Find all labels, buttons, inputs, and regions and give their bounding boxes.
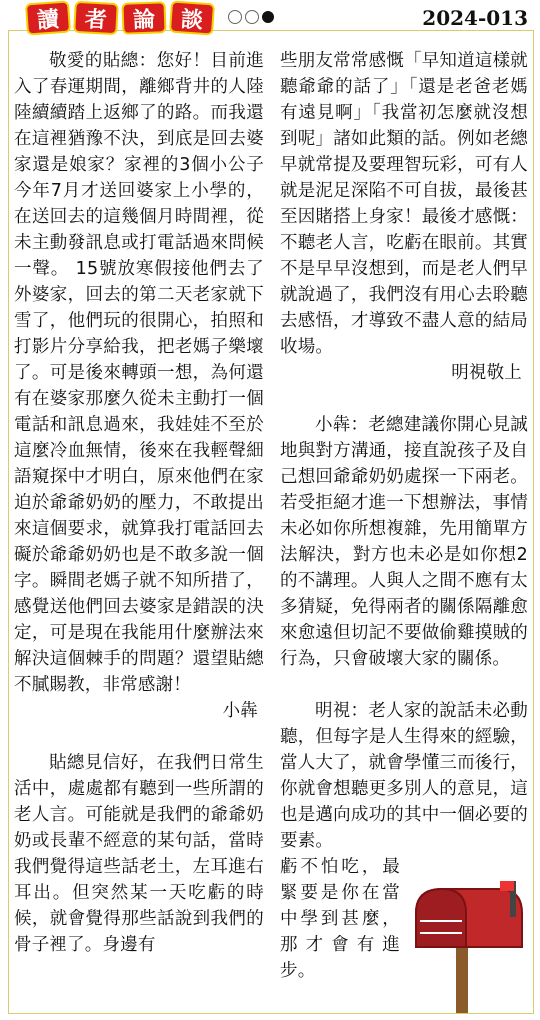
editor-comment-2: 明視：老人家的說話未必動聽，但每字是人生得來的經驗，當人大了，就會學懂三而後行，你就會想聽更多別人的意見，這也是邁向成功的其中一個必要的要素。 [280, 701, 528, 851]
spacer [280, 672, 528, 698]
title-char: 讀 [25, 1, 71, 36]
editor-comment-2-wrap: 虧不怕吃，最緊要是你在當中學到甚麼，那才會有進步。 [280, 857, 400, 981]
reply-continued: 些朋友常常感慨「早知道這樣就聽爺爺的話了」「還是老爸老媽有遠見啊」「我當初怎麼就沒想到呢」諸如此類的話。例如老總早就常提及要理智玩彩，可有人就是泥足深陷不可自拔，最後甚至因賭搭上身家！最後才感慨：不聽老人言，吃虧在眼前。其實不是早早沒想到，而是老人們早就說過了，我們沒有用心去聆聽去感悟，才導致不盡人意的結局收場。 [280, 51, 528, 357]
spacer [14, 724, 264, 750]
mailbox-icon [398, 875, 528, 1015]
issue-number: 2024-013 [422, 6, 528, 30]
title-char: 談 [169, 1, 215, 36]
letter-body: 敬愛的貼總：您好！目前進入了春運期間，離鄉背井的人陸陸續續踏上返鄉了的路。而我還在這裡猶豫不決，到底是回去婆家還是娘家？家裡的3個小公子今年7月才送回婆家上小學的，在送回去的這幾個月時間裡，從未主動發訊息或打電話過來問候一聲。 15號放寒假接他們去了外婆家，回去的第二天老家就下雪了，他們玩的很開心，拍照和打影片分享給我，把老媽子樂壞了。可是後來轉頭一想，為何還有在婆家那麼久從未主動打一個電話和訊息過來，我娃娃不至於這麼冷血無情，後來在我輕聲細語窺探中才明白，原來他們在家迫於爺爺奶奶的壓力，不敢提出來這個要求，就算我打電話回去礙於爺爺奶奶也是不敢多說一個字。瞬間老媽子就不知所措了，感覺送他們回去婆家是錯誤的決定，可是現在我能用什麼辦法來解決這個棘手的問題？還望貼總不膩賜教，非常感謝！ [14, 51, 264, 695]
decorative-dots [228, 10, 274, 24]
dot-filled-icon [262, 11, 274, 23]
letter-signature: 小犇 [222, 701, 258, 721]
title-char: 論 [121, 1, 166, 35]
reply-body: 貼總見信好，在我們日常生活中，處處都有聽到一些所謂的老人言。可能就是我們的爺爺奶奶或長輩不經意的某句話，當時我們覺得這些話老土，左耳進右耳出。但突然某一天吃虧的時候，就會覺得那些話說到我們的骨子裡了。身邊有 [14, 753, 264, 955]
spacer [280, 386, 528, 412]
dot-icon [245, 10, 259, 24]
right-column [280, 48, 528, 984]
header [0, 0, 540, 36]
section-title [26, 2, 218, 34]
title-char: 者 [73, 1, 119, 35]
mailbox-door [416, 889, 466, 947]
mailbox-flag [500, 881, 514, 891]
left-column [14, 48, 264, 958]
reply-signature: 明視敬上 [451, 363, 522, 383]
editor-comment-1: 小犇：老總建議你開心見誠地與對方溝通，接直說孩子及自己想回爺爺奶奶處探一下兩老。若受拒絕才進一下想辦法，事情未必如你所想複雜，先用簡單方法解決，對方也未必是如你想2的不講理。人與人之間不應有太多猜疑，免得兩者的關係隔離愈來愈遠但切記不要做偷雞摸賊的行為，只會破壞大家的關係。 [280, 415, 528, 669]
mailbox-post [456, 945, 468, 1013]
dot-icon [228, 10, 242, 24]
